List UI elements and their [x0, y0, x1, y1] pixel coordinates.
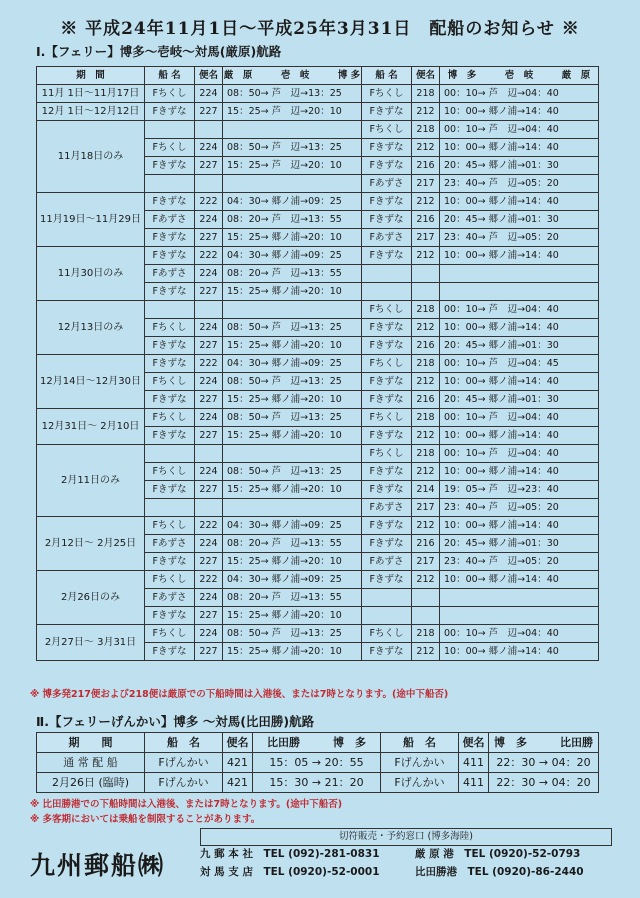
outbound-trip-number: 222 [195, 517, 223, 535]
period-cell: 12月 1日～12月12日 [37, 103, 145, 121]
outbound-trip-number: 227 [195, 157, 223, 175]
outbound-ship-name [145, 499, 195, 517]
inbound-route-times: 19：05→ 芦 辺→23：40 [440, 481, 599, 499]
outbound-ship-name: Fきずな [145, 391, 195, 409]
inbound-route-times: 20：45→ 郷ノ浦→01：30 [440, 391, 599, 409]
outbound-ship-name: Fちくし [145, 571, 195, 589]
outbound-route-times: 15：25→ 郷ノ浦→20：10 [223, 229, 362, 247]
outbound-trip-number: 222 [195, 193, 223, 211]
outbound-ship-name: Fきずな [145, 157, 195, 175]
inbound-trip-number [412, 283, 440, 301]
header-route: 厳 原 壱 岐 博 多 [223, 67, 362, 85]
outbound-ship-name: Fきずな [145, 643, 195, 661]
inbound-ship-name: Fあずさ [362, 499, 412, 517]
inbound-route-times: 00：10→ 芦 辺→04：40 [440, 85, 599, 103]
inbound-trip-number: 216 [412, 391, 440, 409]
inbound-trip-number [412, 607, 440, 625]
inbound-ship-name: Fきずな [362, 157, 412, 175]
outbound-trip-number: 224 [195, 535, 223, 553]
outbound-trip-number: 222 [195, 571, 223, 589]
outbound-trip-number [195, 445, 223, 463]
inbound-ship-name: Fきずな [362, 427, 412, 445]
inbound-ship-name: Fきずな [362, 139, 412, 157]
outbound-ship-name: Fあずさ [145, 211, 195, 229]
outbound-route-times: 04：30→ 郷ノ浦→09：25 [223, 193, 362, 211]
outbound-trip-number: 227 [195, 643, 223, 661]
header-route: 博 多 壱 岐 厳 原 [440, 67, 599, 85]
inbound-route-times: 10：00→ 郷ノ浦→14：40 [440, 517, 599, 535]
table-row [37, 355, 599, 373]
inbound-route-times: 00：10→ 芦 辺→04：40 [440, 409, 599, 427]
outbound-ship-name: Fあずさ [145, 265, 195, 283]
inbound-trip-number: 217 [412, 499, 440, 517]
inbound-trip-number: 212 [412, 373, 440, 391]
table-row [37, 445, 599, 463]
inbound-route-times: 20：45→ 郷ノ浦→01：30 [440, 337, 599, 355]
inbound-trip-number [412, 265, 440, 283]
period-cell: 通 常 配 船 [37, 753, 145, 773]
outbound-ship-name: Fきずな [145, 283, 195, 301]
inbound-route-times: 22：30 → 04：20 [489, 773, 599, 793]
header-ship: 船 名 [381, 733, 459, 753]
inbound-trip-number: 212 [412, 571, 440, 589]
outbound-trip-number: 224 [195, 625, 223, 643]
outbound-route-times: 15：25→ 郷ノ浦→20：10 [223, 607, 362, 625]
outbound-trip-number [195, 301, 223, 319]
outbound-ship-name: Fちくし [145, 463, 195, 481]
inbound-trip-number: 212 [412, 643, 440, 661]
outbound-ship-name: Fきずな [145, 553, 195, 571]
route2-timetable [36, 732, 599, 793]
outbound-route-times: 15：25→ 芦 辺→20：10 [223, 157, 362, 175]
inbound-route-times: 23：40→ 芦 辺→05：20 [440, 175, 599, 193]
outbound-route-times: 08：20→ 芦 辺→13：55 [223, 589, 362, 607]
inbound-trip-number: 212 [412, 103, 440, 121]
outbound-ship-name: Fちくし [145, 85, 195, 103]
outbound-trip-number: 224 [195, 211, 223, 229]
outbound-ship-name: Fあずさ [145, 535, 195, 553]
inbound-trip-number: 212 [412, 319, 440, 337]
outbound-route-times [223, 301, 362, 319]
outbound-route-times: 15：25→ 郷ノ浦→20：10 [223, 553, 362, 571]
table-row [37, 773, 599, 793]
inbound-ship-name: Fちくし [362, 85, 412, 103]
inbound-trip-number: 212 [412, 247, 440, 265]
outbound-route-times: 15：25→ 郷ノ浦→20：10 [223, 391, 362, 409]
outbound-trip-number [195, 121, 223, 139]
outbound-route-times: 08：50→ 芦 辺→13：25 [223, 409, 362, 427]
outbound-route-times: 04：30→ 郷ノ浦→09：25 [223, 355, 362, 373]
period-cell: 2月12日～ 2月25日 [37, 517, 145, 571]
inbound-trip-number: 218 [412, 301, 440, 319]
inbound-ship-name: Fきずな [362, 481, 412, 499]
outbound-route-times: 08：20→ 芦 辺→13：55 [223, 535, 362, 553]
inbound-ship-name: Fきずな [362, 643, 412, 661]
inbound-trip-number: 218 [412, 355, 440, 373]
outbound-trip-number: 224 [195, 265, 223, 283]
inbound-route-times: 10：00→ 郷ノ浦→14：40 [440, 427, 599, 445]
period-cell: 2月27日～ 3月31日 [37, 625, 145, 661]
outbound-route-times: 15：25→ 郷ノ浦→20：10 [223, 337, 362, 355]
inbound-ship-name: Fきずな [362, 103, 412, 121]
inbound-trip-number: 214 [412, 481, 440, 499]
period-cell: 11月30日のみ [37, 247, 145, 301]
outbound-trip-number: 227 [195, 103, 223, 121]
outbound-route-times: 08：50→ 芦 辺→13：25 [223, 463, 362, 481]
inbound-route-times: 00：10→ 芦 辺→04：40 [440, 301, 599, 319]
inbound-route-times: 00：10→ 芦 辺→04：40 [440, 625, 599, 643]
outbound-trip-number: 227 [195, 607, 223, 625]
outbound-route-times: 08：50→ 芦 辺→13：25 [223, 85, 362, 103]
inbound-trip-number: 212 [412, 139, 440, 157]
inbound-route-times: 20：45→ 郷ノ浦→01：30 [440, 157, 599, 175]
outbound-ship-name: Fきずな [145, 247, 195, 265]
period-cell: 12月14日～12月30日 [37, 355, 145, 409]
outbound-ship-name: Fちくし [145, 139, 195, 157]
inbound-trip-number: 212 [412, 193, 440, 211]
inbound-ship-name: Fきずな [362, 211, 412, 229]
inbound-trip-number: 218 [412, 121, 440, 139]
outbound-ship-name: Fちくし [145, 517, 195, 535]
inbound-route-times: 10：00→ 郷ノ浦→14：40 [440, 373, 599, 391]
inbound-ship-name: Fげんかい [381, 773, 459, 793]
inbound-route-times: 20：45→ 郷ノ浦→01：30 [440, 211, 599, 229]
inbound-route-times: 20：45→ 郷ノ浦→01：30 [440, 535, 599, 553]
table-row [37, 753, 599, 773]
outbound-route-times [223, 121, 362, 139]
outbound-trip-number: 421 [223, 753, 253, 773]
inbound-trip-number: 411 [459, 773, 489, 793]
table-row [37, 409, 599, 427]
outbound-trip-number: 224 [195, 373, 223, 391]
inbound-ship-name [362, 265, 412, 283]
inbound-ship-name: Fきずな [362, 571, 412, 589]
outbound-trip-number: 224 [195, 139, 223, 157]
inbound-route-times: 00：10→ 芦 辺→04：45 [440, 355, 599, 373]
inbound-ship-name: Fげんかい [381, 753, 459, 773]
table-row [37, 121, 599, 139]
inbound-trip-number: 218 [412, 85, 440, 103]
inbound-route-times: 10：00→ 郷ノ浦→14：40 [440, 139, 599, 157]
inbound-ship-name: Fちくし [362, 625, 412, 643]
period-cell: 11月19日～11月29日 [37, 193, 145, 247]
outbound-trip-number [195, 175, 223, 193]
table-row [37, 85, 599, 103]
period-cell: 2月11日のみ [37, 445, 145, 517]
outbound-trip-number: 227 [195, 229, 223, 247]
outbound-route-times: 08：20→ 芦 辺→13：55 [223, 265, 362, 283]
outbound-trip-number: 421 [223, 773, 253, 793]
outbound-route-times: 15：25→ 郷ノ浦→20：10 [223, 481, 362, 499]
inbound-trip-number: 216 [412, 157, 440, 175]
section1-heading: Ⅰ.【フェリー】博多～壱岐～対馬(厳原)航路 [36, 44, 282, 59]
header-ship: 船 名 [145, 733, 223, 753]
header-ship: 船 名 [362, 67, 412, 85]
inbound-trip-number: 216 [412, 535, 440, 553]
outbound-ship-name [145, 301, 195, 319]
inbound-ship-name: Fきずな [362, 517, 412, 535]
company-name: 九州郵船㈱ [30, 851, 166, 880]
outbound-ship-name: Fげんかい [145, 773, 223, 793]
outbound-ship-name [145, 175, 195, 193]
inbound-route-times: 22：30 → 04：20 [489, 753, 599, 773]
inbound-route-times: 23：40→ 芦 辺→05：20 [440, 229, 599, 247]
outbound-trip-number: 227 [195, 481, 223, 499]
outbound-trip-number: 224 [195, 409, 223, 427]
outbound-trip-number: 224 [195, 463, 223, 481]
inbound-trip-number: 212 [412, 463, 440, 481]
period-cell: 11月18日のみ [37, 121, 145, 193]
outbound-ship-name: Fきずな [145, 607, 195, 625]
inbound-route-times: 10：00→ 郷ノ浦→14：40 [440, 193, 599, 211]
outbound-trip-number: 222 [195, 247, 223, 265]
inbound-ship-name: Fきずな [362, 535, 412, 553]
outbound-route-times [223, 499, 362, 517]
inbound-ship-name: Fきずな [362, 319, 412, 337]
inbound-route-times: 23：40→ 芦 辺→05：20 [440, 499, 599, 517]
inbound-route-times: 00：10→ 芦 辺→04：40 [440, 121, 599, 139]
inbound-route-times [440, 589, 599, 607]
inbound-route-times: 10：00→ 郷ノ浦→14：40 [440, 319, 599, 337]
inbound-trip-number: 217 [412, 229, 440, 247]
contact-izuhara-port: 厳 原 港 TEL (0920)-52-0793 [415, 848, 581, 860]
inbound-ship-name: Fあずさ [362, 229, 412, 247]
header-trip: 便名 [195, 67, 223, 85]
outbound-ship-name: Fきずな [145, 193, 195, 211]
outbound-ship-name: Fきずな [145, 427, 195, 445]
table-row [37, 247, 599, 265]
outbound-route-times: 15：25→ 郷ノ浦→20：10 [223, 643, 362, 661]
ticket-office-box: 切符販売・予約窓口 (博多海陸) [200, 828, 612, 846]
note-route1: ※ 博多発217便および218便は厳原での下船時間は入港後、または7時となります。(途中下船否) [30, 689, 449, 700]
outbound-route-times: 15：25→ 芦 辺→20：10 [223, 103, 362, 121]
inbound-ship-name: Fきずな [362, 373, 412, 391]
header-ship: 船 名 [145, 67, 195, 85]
outbound-trip-number: 227 [195, 391, 223, 409]
table-row [37, 571, 599, 589]
outbound-ship-name: Fきずな [145, 103, 195, 121]
outbound-ship-name: Fきずな [145, 229, 195, 247]
contact-hitakatsu-port: 比田勝港 TEL (0920)-86-2440 [415, 866, 584, 878]
inbound-ship-name: Fあずさ [362, 553, 412, 571]
outbound-ship-name: Fちくし [145, 625, 195, 643]
inbound-route-times: 10：00→ 郷ノ浦→14：40 [440, 643, 599, 661]
outbound-route-times: 04：30→ 郷ノ浦→09：25 [223, 517, 362, 535]
outbound-route-times: 15：25→ 郷ノ浦→20：10 [223, 427, 362, 445]
header-period: 期 間 [37, 67, 145, 85]
outbound-ship-name: Fきずな [145, 481, 195, 499]
inbound-trip-number: 216 [412, 337, 440, 355]
outbound-ship-name: Fきずな [145, 355, 195, 373]
table-row [37, 301, 599, 319]
outbound-trip-number: 224 [195, 85, 223, 103]
inbound-ship-name [362, 607, 412, 625]
route1-timetable [36, 66, 599, 661]
outbound-ship-name: Fちくし [145, 319, 195, 337]
inbound-route-times [440, 607, 599, 625]
inbound-route-times [440, 265, 599, 283]
inbound-trip-number: 212 [412, 517, 440, 535]
inbound-trip-number: 217 [412, 175, 440, 193]
header-trip: 便名 [459, 733, 489, 753]
outbound-route-times: 15：25→ 郷ノ浦→20：10 [223, 283, 362, 301]
period-cell: 11月 1日～11月17日 [37, 85, 145, 103]
inbound-ship-name [362, 283, 412, 301]
outbound-ship-name: Fちくし [145, 409, 195, 427]
inbound-route-times: 10：00→ 郷ノ浦→14：40 [440, 247, 599, 265]
inbound-ship-name: Fちくし [362, 445, 412, 463]
outbound-trip-number: 227 [195, 553, 223, 571]
outbound-ship-name [145, 121, 195, 139]
outbound-route-times: 04：30→ 郷ノ浦→09：25 [223, 247, 362, 265]
outbound-route-times: 08：50→ 芦 辺→13：25 [223, 319, 362, 337]
inbound-ship-name: Fちくし [362, 355, 412, 373]
outbound-route-times: 08：50→ 芦 辺→13：25 [223, 625, 362, 643]
note-capacity: ※ 多客期においては乗船を制限することがあります。 [30, 814, 261, 825]
outbound-trip-number: 224 [195, 589, 223, 607]
outbound-ship-name: Fちくし [145, 373, 195, 391]
outbound-trip-number: 227 [195, 427, 223, 445]
period-cell: 12月31日～ 2月10日 [37, 409, 145, 445]
header-period: 期 間 [37, 733, 145, 753]
outbound-route-times: 08：50→ 芦 辺→13：25 [223, 373, 362, 391]
inbound-ship-name: Fちくし [362, 301, 412, 319]
period-cell: 2月26日 (臨時) [37, 773, 145, 793]
outbound-route-times [223, 175, 362, 193]
inbound-ship-name: Fきずな [362, 391, 412, 409]
contact-head-office: 九 郵 本 社 TEL (092)-281-0831 [200, 848, 380, 860]
outbound-trip-number: 224 [195, 319, 223, 337]
period-cell: 12月13日のみ [37, 301, 145, 355]
outbound-ship-name: Fきずな [145, 337, 195, 355]
inbound-ship-name: Fきずな [362, 193, 412, 211]
inbound-route-times: 10：00→ 郷ノ浦→14：40 [440, 103, 599, 121]
outbound-trip-number: 227 [195, 283, 223, 301]
header-trip: 便名 [412, 67, 440, 85]
outbound-route-times: 15：05 → 20：55 [253, 753, 381, 773]
inbound-trip-number [412, 589, 440, 607]
header-route: 比田勝 博 多 [253, 733, 381, 753]
inbound-ship-name [362, 589, 412, 607]
header-trip: 便名 [223, 733, 253, 753]
inbound-route-times: 10：00→ 郷ノ浦→14：40 [440, 463, 599, 481]
outbound-route-times: 04：30→ 郷ノ浦→09：25 [223, 571, 362, 589]
inbound-route-times: 10：00→ 郷ノ浦→14：40 [440, 571, 599, 589]
table-row [37, 625, 599, 643]
page-title: ※ 平成24年11月1日～平成25年3月31日 配船のお知らせ ※ [60, 19, 580, 39]
inbound-trip-number: 216 [412, 211, 440, 229]
inbound-trip-number: 218 [412, 445, 440, 463]
inbound-trip-number: 212 [412, 427, 440, 445]
inbound-trip-number: 218 [412, 409, 440, 427]
inbound-trip-number: 217 [412, 553, 440, 571]
section2-heading: Ⅱ.【フェリーげんかい】博多 ～対馬(比田勝)航路 [36, 714, 315, 729]
contact-tsushima-branch: 対 馬 支 店 TEL (0920)-52-0001 [200, 866, 380, 878]
inbound-ship-name: Fあずさ [362, 175, 412, 193]
outbound-route-times [223, 445, 362, 463]
outbound-route-times: 08：50→ 芦 辺→13：25 [223, 139, 362, 157]
inbound-trip-number: 218 [412, 625, 440, 643]
inbound-route-times: 00：10→ 芦 辺→04：40 [440, 445, 599, 463]
outbound-trip-number: 222 [195, 355, 223, 373]
outbound-ship-name: Fげんかい [145, 753, 223, 773]
outbound-trip-number: 227 [195, 337, 223, 355]
outbound-route-times: 08：20→ 芦 辺→13：55 [223, 211, 362, 229]
inbound-ship-name: Fきずな [362, 337, 412, 355]
inbound-route-times [440, 283, 599, 301]
inbound-ship-name: Fきずな [362, 463, 412, 481]
inbound-ship-name: Fちくし [362, 409, 412, 427]
table-row [37, 193, 599, 211]
table-row [37, 103, 599, 121]
outbound-ship-name [145, 445, 195, 463]
header-route: 博 多 比田勝 [489, 733, 599, 753]
outbound-trip-number [195, 499, 223, 517]
inbound-trip-number: 411 [459, 753, 489, 773]
table-row [37, 517, 599, 535]
outbound-ship-name: Fあずさ [145, 589, 195, 607]
inbound-route-times: 23：40→ 芦 辺→05：20 [440, 553, 599, 571]
inbound-ship-name: Fちくし [362, 121, 412, 139]
inbound-ship-name: Fきずな [362, 247, 412, 265]
period-cell: 2月26日のみ [37, 571, 145, 625]
note-route2-hitakatsu: ※ 比田勝港での下船時間は入港後、または7時となります。(途中下船否) [30, 799, 343, 810]
outbound-route-times: 15：30 → 21：20 [253, 773, 381, 793]
